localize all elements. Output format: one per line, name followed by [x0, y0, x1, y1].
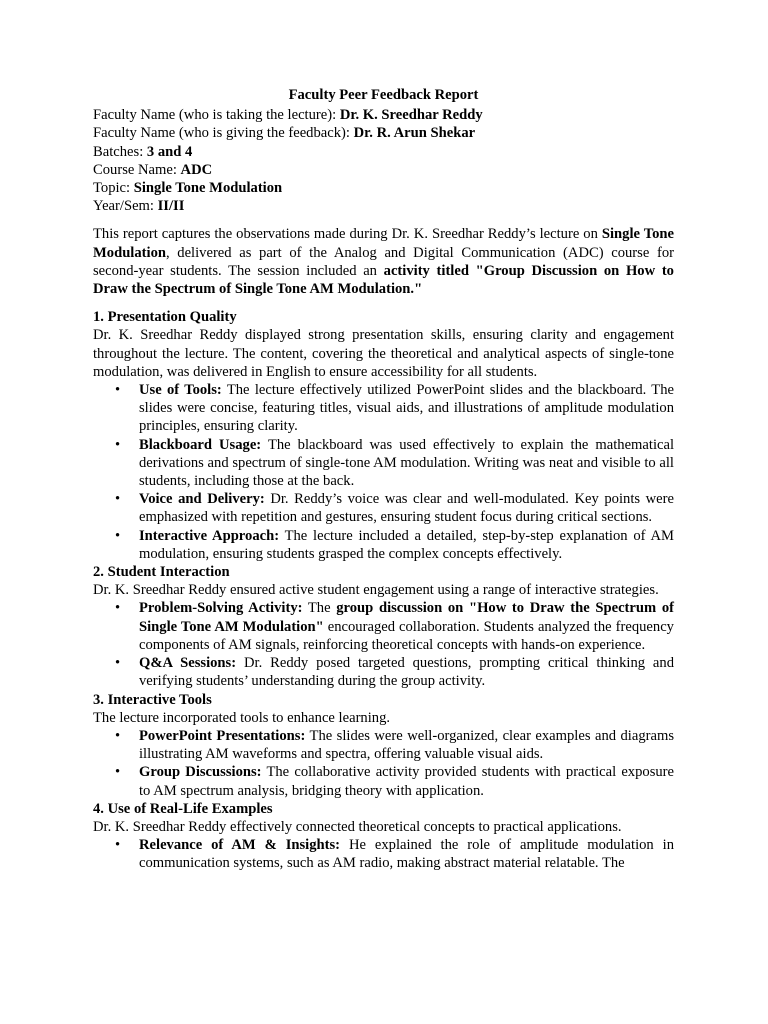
bullet-list [93, 381, 674, 563]
meta-row-batches: Batches: 3 and 4 [93, 143, 193, 160]
bullet-list [93, 599, 674, 690]
bullet-list [93, 727, 674, 800]
bullet-item: • Relevance of AM & Insights: He explained the role of amplitude modulation in communication systems, such as AM radio, making abstract material relatable. The [139, 836, 674, 872]
bullet-item: • PowerPoint Presentations: The slides were well-organized, clear examples and diagrams illustrating AM waveforms and spectra, offering valuable visual aids. [139, 727, 674, 763]
section-presentation-quality [93, 308, 674, 563]
bullet-item: • Problem-Solving Activity: The group discussion on "How to Draw the Spectrum of Single Tone AM Modulation" encouraged collaboration. Students analyzed the frequency components of AM signals, reinforcing theoretical concepts with hands-on experience. [139, 599, 674, 654]
bullet-item: • Interactive Approach: The lecture included a detailed, step-by-step explanation of AM modulation, ensuring students grasped the complex concepts effectively. [139, 527, 674, 563]
intro-paragraph: This report captures the observations made during Dr. K. Sreedhar Reddy’s lecture on Single Tone Modulation, delivered as part of the Analog and Digital Communication (ADC) course for second-year students. The session included an activity titled "Group Discussion on How to Draw the Spectrum of Single Tone AM Modulation." [93, 226, 674, 298]
document-title: Faculty Peer Feedback Report [288, 87, 479, 103]
document-page [93, 86, 674, 873]
section-heading: 1. Presentation Quality [93, 309, 237, 326]
bullet-item: • Group Discussions: The collaborative activity provided students with practical exposure to AM spectrum analysis, bridging theory with application. [139, 763, 674, 799]
section-real-life-examples [93, 800, 674, 873]
section-paragraph: The lecture incorporated tools to enhance learning. [93, 709, 391, 726]
section-student-interaction [93, 563, 674, 690]
meta-row-faculty-reviewer: Faculty Name (who is giving the feedback): Dr. R. Arun Shekar [93, 125, 476, 142]
report-meta [93, 106, 674, 215]
bullet-item: • Use of Tools: The lecture effectively utilized PowerPoint slides and the blackboard. The slides were concise, featuring titles, visual aids, and illustrations of amplitude modulation principles, ensuring clarity. [139, 381, 674, 436]
bullet-list [93, 836, 674, 872]
meta-row-topic: Topic: Single Tone Modulation [93, 180, 283, 197]
bullet-item: • Blackboard Usage: The blackboard was used effectively to explain the mathematical derivations and spectrum of single-tone AM modulation. Writing was neat and visible to all students, including those at the back. [139, 436, 674, 491]
meta-row-year-sem: Year/Sem: II/II [93, 198, 185, 215]
bullet-item: • Voice and Delivery: Dr. Reddy’s voice was clear and well-modulated. Key points were emphasized with repetition and gestures, ensuring student focus during critical sections. [139, 490, 674, 526]
bullet-item: • Q&A Sessions: Dr. Reddy posed targeted questions, prompting critical thinking and verifying students’ understanding during the group activity. [139, 654, 674, 690]
section-interactive-tools [93, 691, 674, 800]
section-paragraph: Dr. K. Sreedhar Reddy effectively connected theoretical concepts to practical applications. [93, 818, 622, 835]
section-paragraph: Dr. K. Sreedhar Reddy ensured active student engagement using a range of interactive strategies. [93, 582, 659, 599]
section-heading: 2. Student Interaction [93, 564, 230, 581]
meta-row-faculty-lecturer: Faculty Name (who is taking the lecture): Dr. K. Sreedhar Reddy [93, 107, 483, 124]
section-heading: 3. Interactive Tools [93, 691, 212, 708]
meta-row-course: Course Name: ADC [93, 161, 213, 178]
section-paragraph: Dr. K. Sreedhar Reddy displayed strong presentation skills, ensuring clarity and engagement throughout the lecture. The content, covering the theoretical and analytical aspects of single-tone modulation, was delivered in English to ensure accessibility for all students. [93, 327, 674, 380]
section-heading: 4. Use of Real-Life Examples [93, 800, 273, 817]
